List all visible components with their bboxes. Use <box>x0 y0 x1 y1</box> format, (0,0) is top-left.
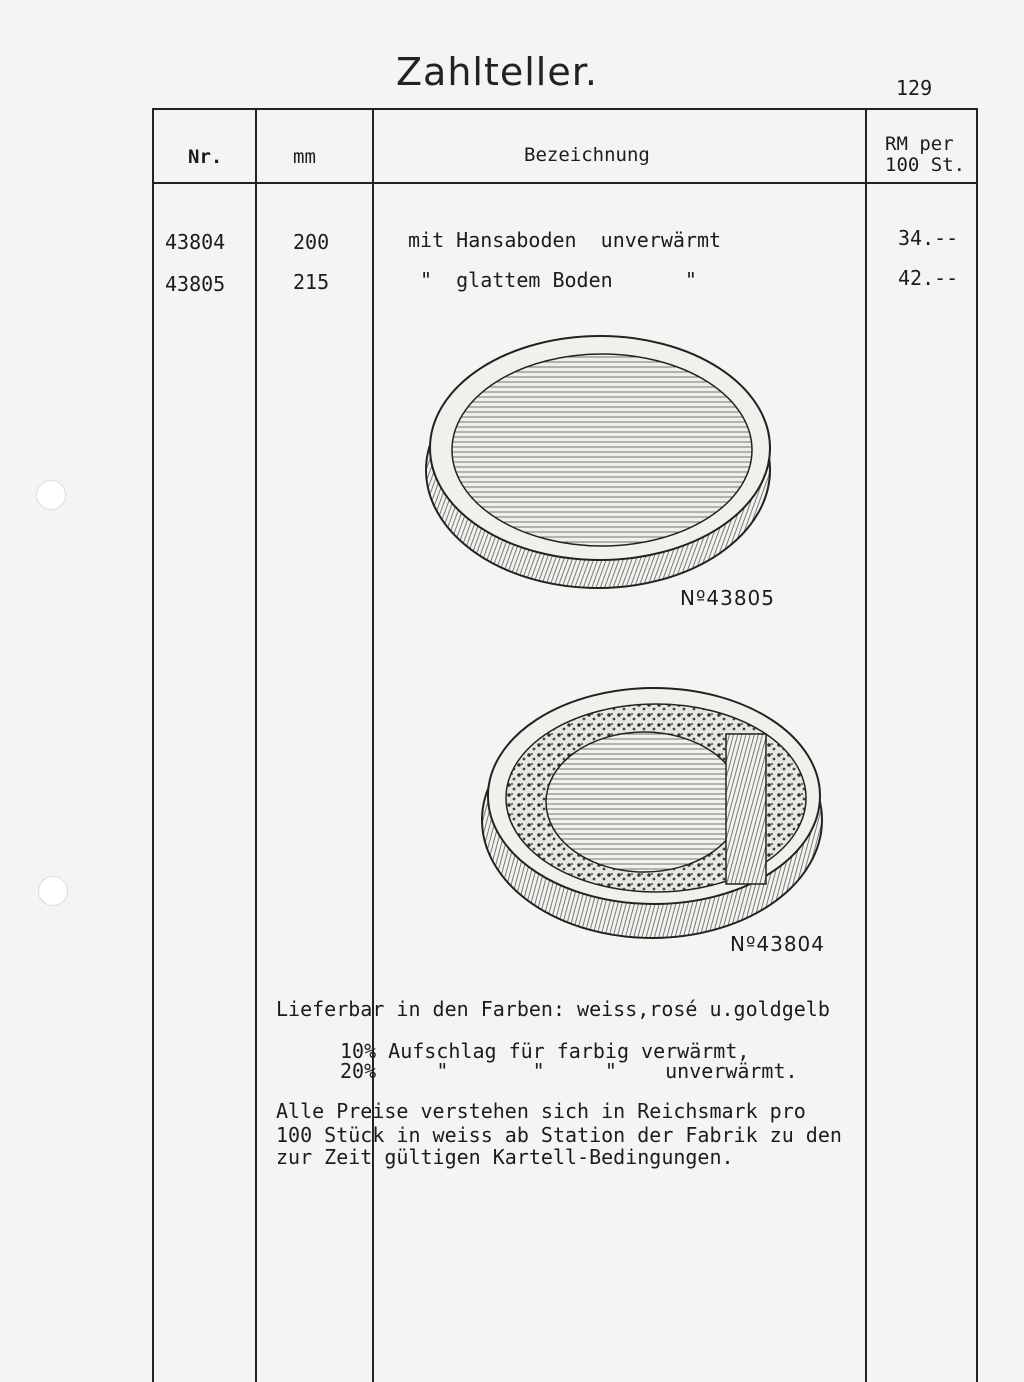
punch-hole <box>36 480 66 510</box>
colors-note: Lieferbar in den Farben: weiss,rosé u.goldgelb <box>276 997 830 1021</box>
row-mm: 200 <box>293 230 330 254</box>
row-mm: 215 <box>293 270 330 294</box>
page-title: Zahlteller. <box>396 50 598 94</box>
column-divider <box>255 108 257 1382</box>
column-divider <box>152 108 154 1382</box>
column-divider <box>865 108 867 1382</box>
page-number: 129 <box>896 76 933 100</box>
figure-label: Nº43804 <box>730 932 826 956</box>
row-bezeichnung: mit Hansaboden unverwärmt <box>408 228 722 252</box>
column-divider <box>976 108 978 1382</box>
surcharge-note: 10% Aufschlag für farbig verwärmt, <box>340 1039 750 1063</box>
header-bezeichnung: Bezeichnung <box>524 144 650 166</box>
row-price: 34.-- <box>898 226 959 250</box>
header-price-line2: 100 St. <box>885 154 966 176</box>
header-mm: mm <box>293 146 316 168</box>
row-bezeichnung: " glattem Boden " <box>420 268 697 292</box>
row-nr: 43804 <box>165 230 226 254</box>
terms-note: zur Zeit gültigen Kartell-Bedingungen. <box>276 1145 734 1169</box>
column-divider <box>372 108 374 1382</box>
row-nr: 43805 <box>165 272 226 296</box>
row-price: 42.-- <box>898 266 959 290</box>
header-price-line1: RM per <box>885 133 954 155</box>
plate-hansa-bottom-illustration <box>476 672 832 944</box>
terms-note: 100 Stück in weiss ab Station der Fabrik zu den <box>276 1123 842 1147</box>
punch-hole <box>38 876 68 906</box>
surcharge-note: 20% " " " unverwärmt. <box>340 1059 798 1083</box>
plate-smooth-bottom-illustration <box>420 320 780 600</box>
table-top-border <box>152 108 978 110</box>
figure-label: Nº43805 <box>680 586 776 610</box>
header-nr: Nr. <box>188 146 223 168</box>
terms-note: Alle Preise verstehen sich in Reichsmark pro <box>276 1099 806 1123</box>
table-header-border <box>152 182 978 184</box>
